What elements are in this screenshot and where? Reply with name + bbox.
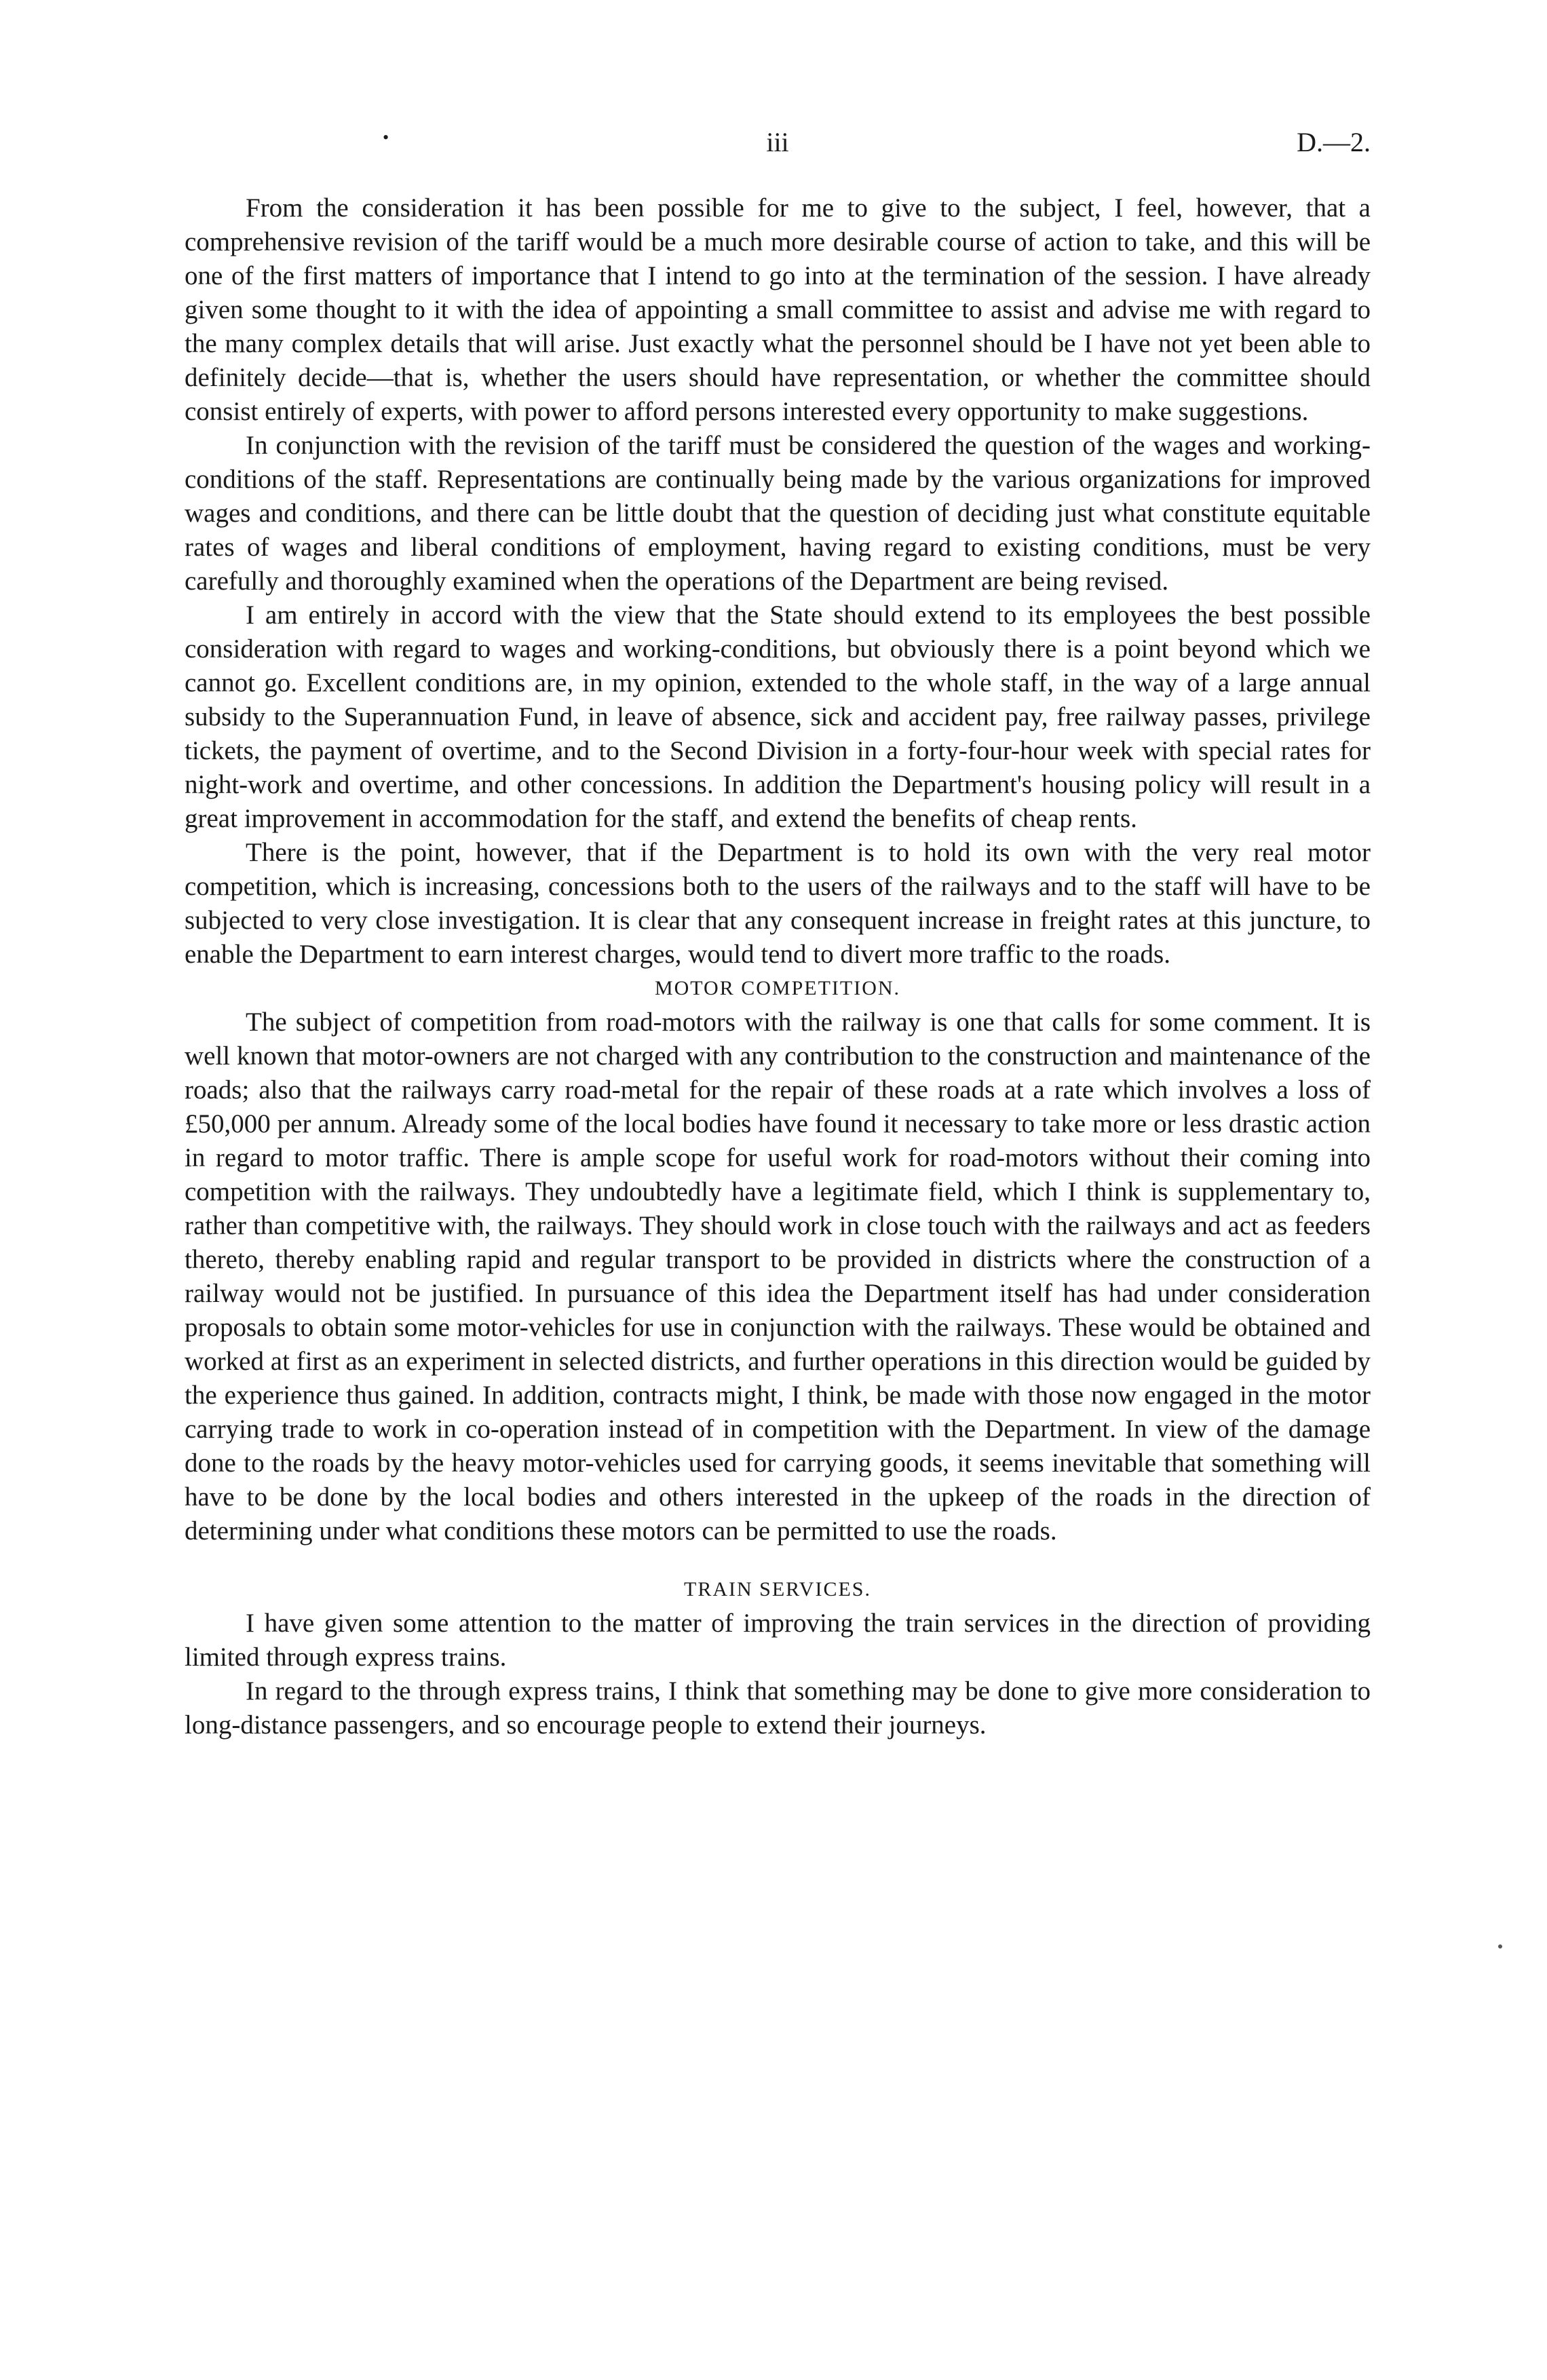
document-reference: D.—2.	[1297, 127, 1371, 157]
paragraph-motor-competition-intro: There is the point, however, that if the Department is to hold its own with the very real motor competition, which is increasing, concessions both to the users of the railways and to the staff will have to be subjected to very close investigation. It is clear that any consequent increase in freight rates at this juncture, to enable the Department to earn interest charges, would tend to divert more traffic to the roads.	[185, 838, 1371, 969]
paragraph-staff-consideration: I am entirely in accord with the view that the State should extend to its employees the best possible consideration with regard to wages and working-conditions, but obviously there is a point beyond which we cannot go. Excellent conditions are, in my opinion, extended to the whole staff, in the way of a large annual subsidy to the Superannuation Fund, in leave of absence, sick and accident pay, free railway passes, privilege tickets, the payment of overtime, and to the Second Division in a forty-four-hour week with special rates for night-work and overtime, and other concessions. In addition the Department's housing policy will result in a great improvement in accommodation for the staff, and extend the benefits of cheap rents.	[185, 600, 1371, 833]
paragraph-tariff-revision: From the consideration it has been possible for me to give to the subject, I feel, however, that a comprehensive revision of the tariff would be a much more desirable course of action to take, and this will be one of the first matters of importance that I intend to go into at the termination of the session. I have already given some thought to it with the idea of appointing a small committee to assist and advise me with regard to the many complex details that will arise. Just exactly what the personnel should be I have not yet been able to definitely decide—that is, whether the users should have representation, or whether the committee should consist entirely of experts, with power to afford persons interested every opportunity to make suggestions.	[185, 193, 1371, 426]
section-heading-motor-competition: MOTOR COMPETITION.	[654, 977, 901, 999]
document-body	[185, 191, 1371, 1742]
section-heading-train-services: TRAIN SERVICES.	[684, 1578, 871, 1600]
paragraph-road-motors: The subject of competition from road-motors with the railway is one that calls for some comment. It is well known that motor-owners are not charged with any contribution to the construction and maintenance of the roads; also that the railways carry road-metal for the repair of these roads at a rate which involves a loss of £50,000 per annum. Already some of the local bodies have found it necessary to take more or less drastic action in regard to motor traffic. There is ample scope for useful work for road-motors without their coming into competition with the railways. They undoubtedly have a legitimate field, which I think is supplementary to, rather than competitive with, the railways. They should work in close touch with the railways and act as feeders thereto, thereby enabling rapid and regular transport to be provided in districts where the construction of a railway would not be justified. In pursuance of this idea the Department itself has had under consideration proposals to obtain some motor-vehicles for use in conjunction with the railways. These would be obtained and worked at first as an experiment in selected districts, and further operations in this direction would be guided by the experience thus gained. In addition, contracts might, I think, be made with those now engaged in the motor carrying trade to work in co-operation instead of in competition with the Department. In view of the damage done to the roads by the heavy motor-vehicles used for carrying goods, it seems inevitable that something will have to be done by the local bodies and others interested in the upkeep of the roads in the direction of determining under what conditions these motors can be permitted to use the roads.	[185, 1007, 1371, 1546]
page-number: iii	[766, 127, 789, 157]
page-header	[185, 126, 1371, 167]
header-mark: •	[383, 128, 389, 147]
paragraph-train-services: I have given some attention to the matter of improving the train services in the direction of providing limited through express trains.	[185, 1609, 1371, 1672]
paragraph-express-trains: In regard to the through express trains, I think that something may be done to give more consideration to long-distance passengers, and so encourage people to extend their journeys.	[185, 1676, 1371, 1740]
document-page	[185, 0, 1371, 2380]
margin-speck	[1498, 1944, 1502, 1949]
paragraph-wages-conditions: In conjunction with the revision of the tariff must be considered the question of the wages and working-conditions of the staff. Representations are continually being made by the various organizations for improved wages and conditions, and there can be little doubt that the question of deciding just what constitute equitable rates of wages and liberal conditions of employment, having regard to existing conditions, must be very carefully and thoroughly examined when the operations of the Department are being revised.	[185, 431, 1371, 596]
